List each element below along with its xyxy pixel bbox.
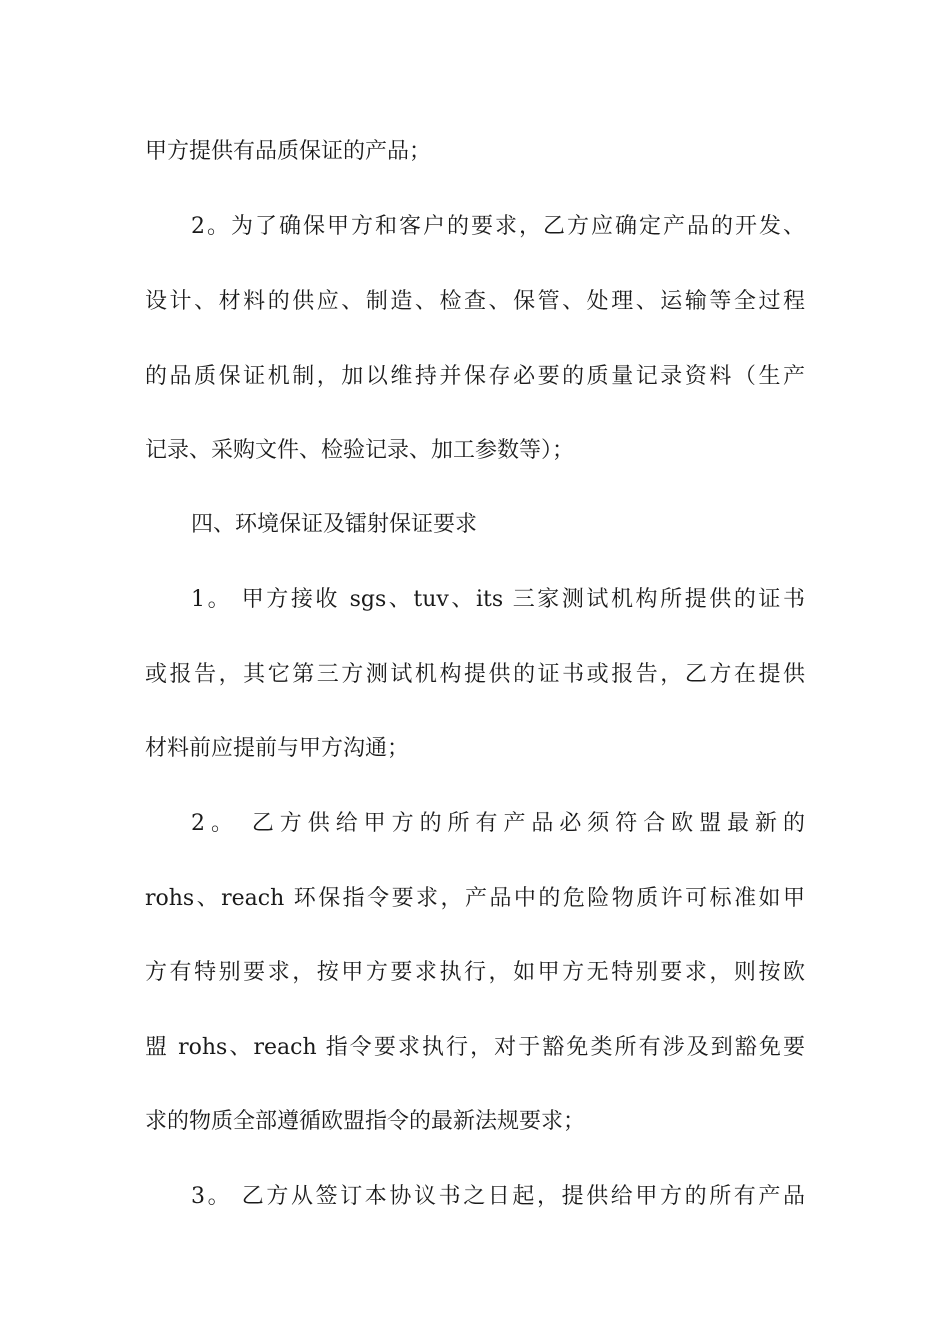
text-line-7: 1。 甲方接收 sgs、tuv、its 三家测试机构所提供的证书 bbox=[191, 587, 805, 612]
section-heading: 四、环境保证及镭射保证要求 bbox=[191, 512, 478, 537]
text-line-8: 或报告，其它第三方测试机构提供的证书或报告，乙方在提供 bbox=[145, 662, 805, 687]
text-line-4: 的品质保证机制，加以维持并保存必要的质量记录资料（生产 bbox=[145, 364, 805, 389]
text-line-3: 设计、材料的供应、制造、检查、保管、处理、运输等全过程 bbox=[145, 289, 805, 314]
text-line-2: 2。为了确保甲方和客户的要求，乙方应确定产品的开发、 bbox=[191, 214, 805, 239]
text-line-14: 求的物质全部遵循欧盟指令的最新法规要求； bbox=[145, 1109, 586, 1134]
text-line-12: 方有特别要求，按甲方要求执行，如甲方无特别要求，则按欧 bbox=[145, 960, 805, 985]
text-line-15: 3。 乙方从签订本协议书之日起，提供给甲方的所有产品 bbox=[191, 1184, 805, 1209]
text-line-11: rohs、reach 环保指令要求，产品中的危险物质许可标准如甲 bbox=[145, 886, 805, 911]
text-line-1: 甲方提供有品质保证的产品； bbox=[145, 139, 432, 164]
text-line-9: 材料前应提前与甲方沟通； bbox=[145, 736, 410, 761]
text-line-13: 盟 rohs、reach 指令要求执行，对于豁免类所有涉及到豁免要 bbox=[145, 1035, 805, 1060]
text-line-5: 记录、采购文件、检验记录、加工参数等）； bbox=[145, 438, 575, 463]
text-line-10: 2。 乙方供给甲方的所有产品必须符合欧盟最新的 bbox=[191, 811, 805, 836]
